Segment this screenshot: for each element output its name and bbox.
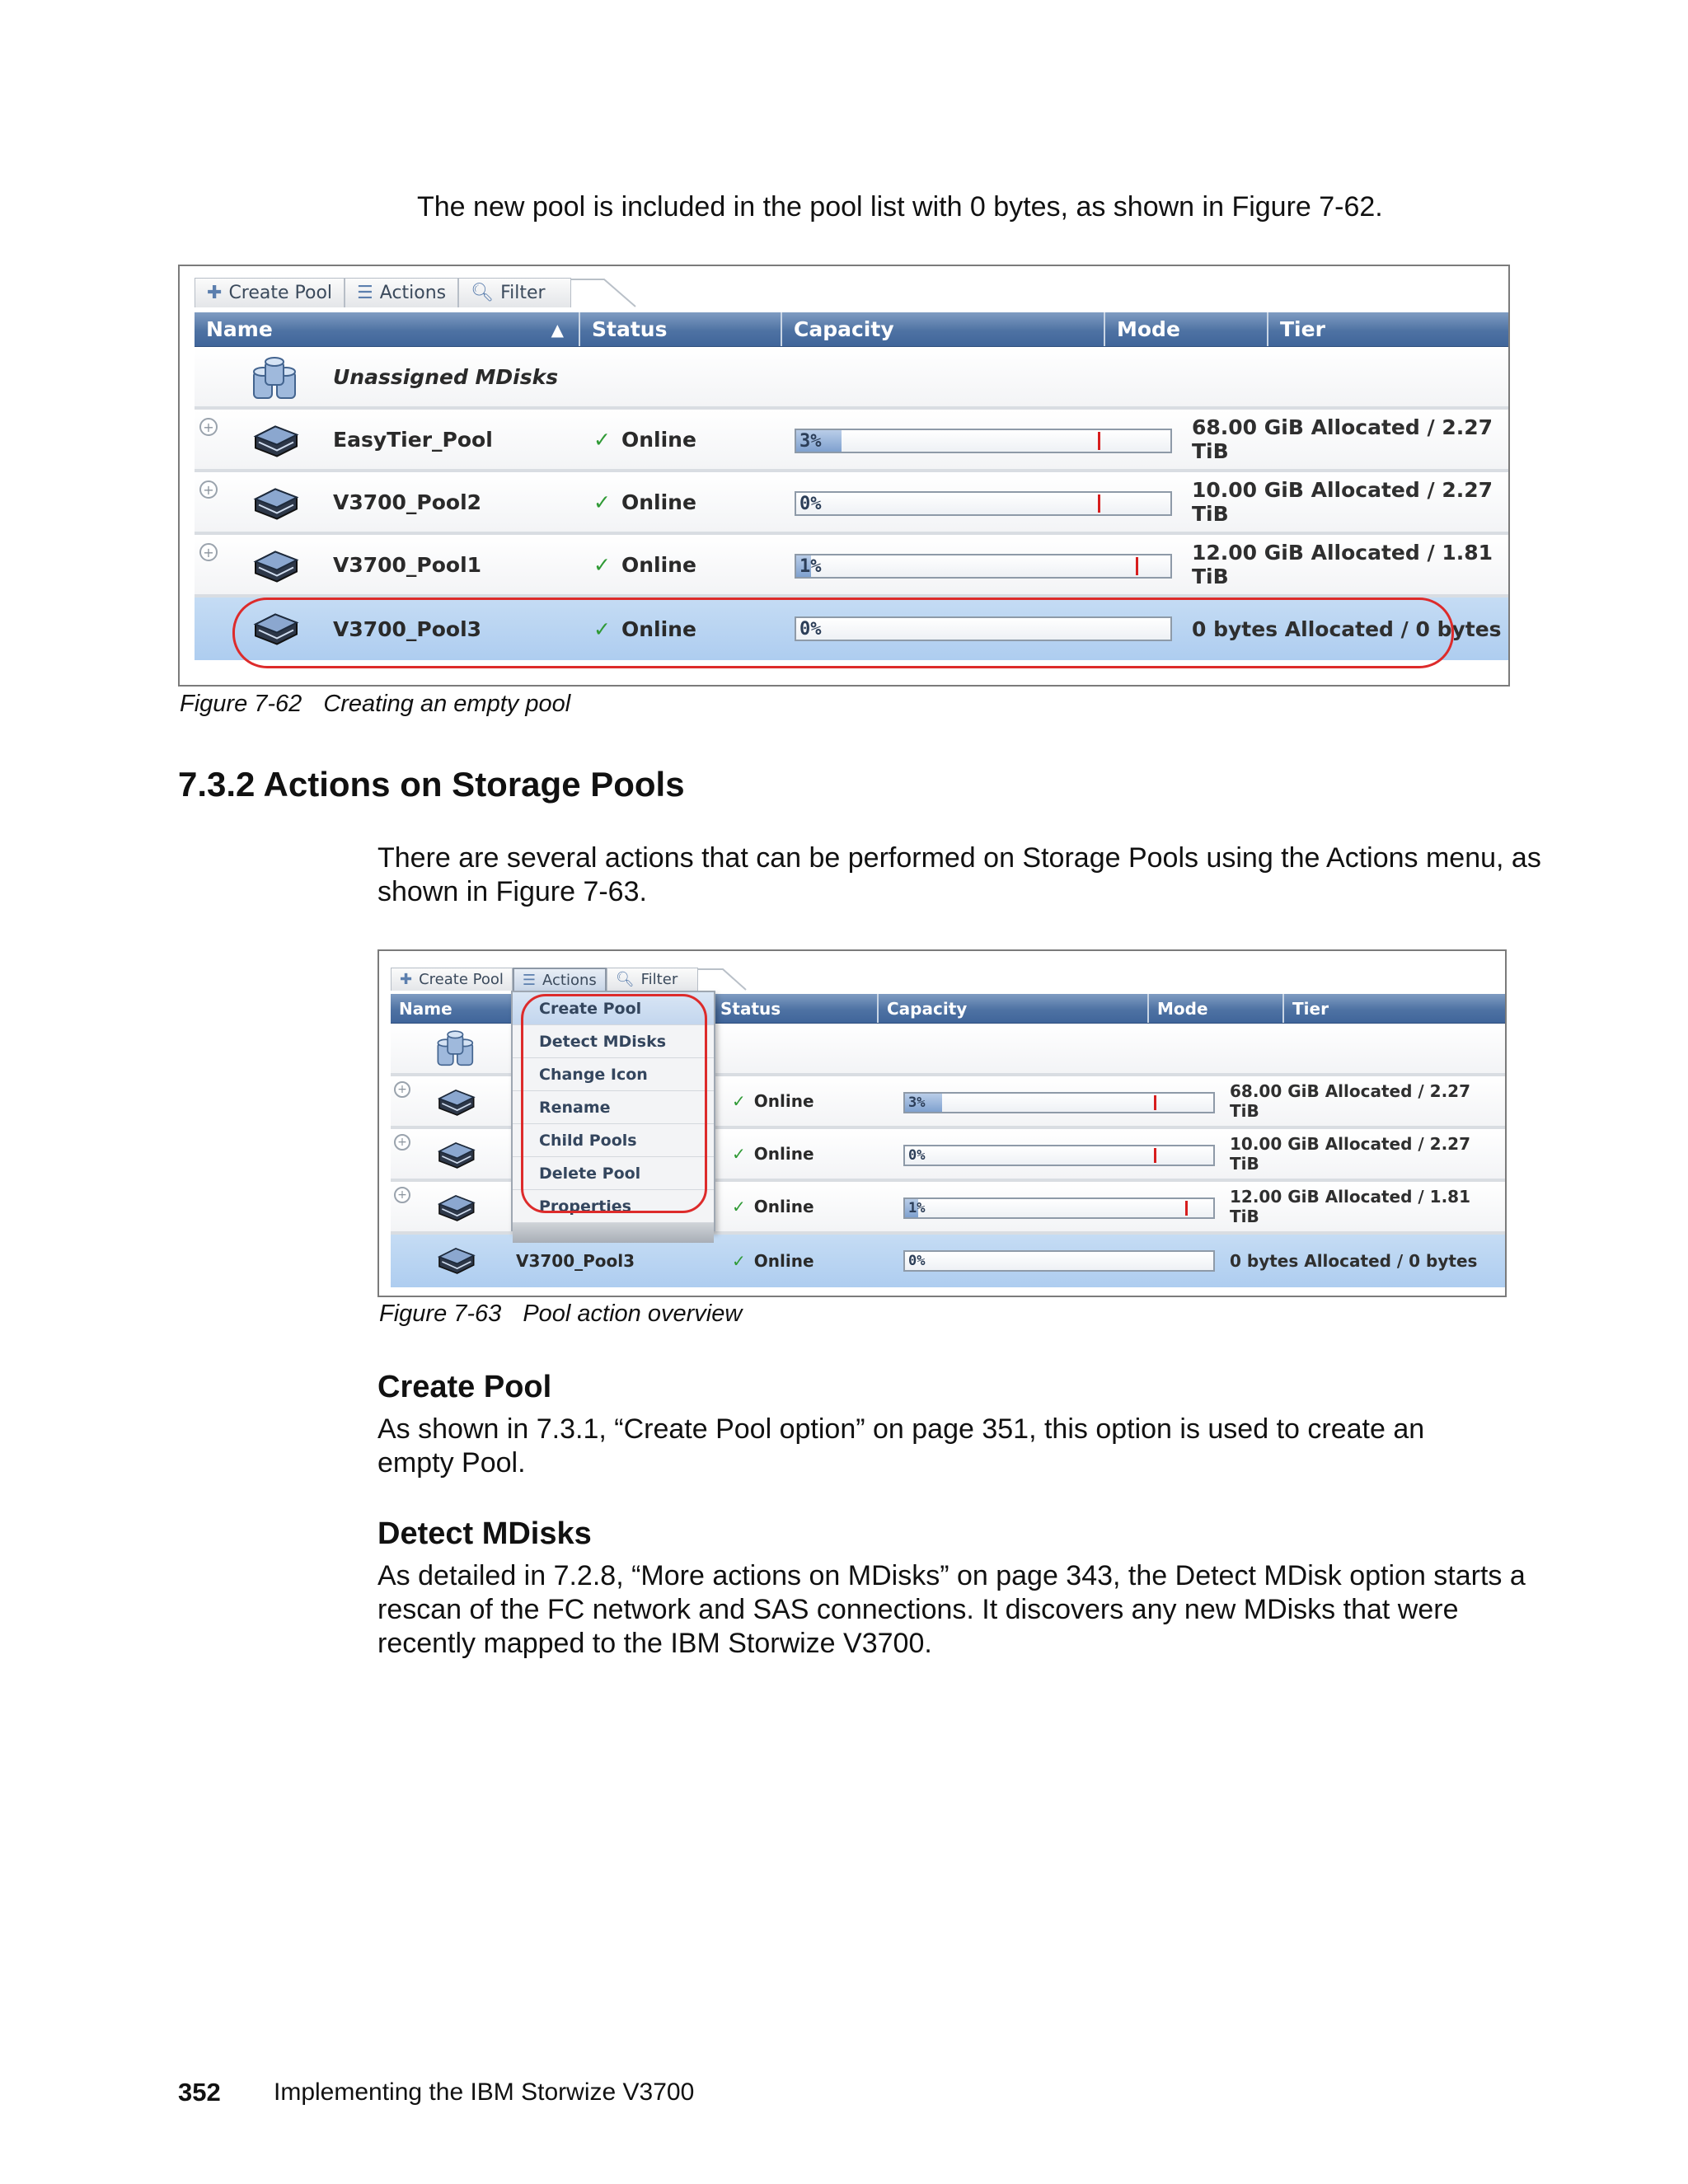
table-header bbox=[195, 312, 1508, 347]
toolbar-tab-tail bbox=[571, 278, 637, 307]
storage-pool-icon bbox=[435, 1137, 476, 1169]
pool-status: ✓ Online bbox=[593, 616, 696, 641]
capacity-text: 0 bytes Allocated / 0 bytes bbox=[1230, 1251, 1478, 1271]
pool-status: ✓ Online bbox=[732, 1251, 814, 1271]
warning-threshold-marker bbox=[1154, 1095, 1156, 1110]
pool-status: ✓ Online bbox=[732, 1144, 814, 1164]
checkmark-icon: ✓ bbox=[732, 1251, 746, 1271]
caption-title: Pool action overview bbox=[523, 1301, 743, 1327]
expand-icon[interactable]: + bbox=[394, 1187, 410, 1203]
detect-mdisks-line-1: As detailed in 7.2.8, “More actions on MDisks” on page 343, the Detect MDisk option starts a bbox=[377, 1560, 1526, 1591]
section-heading: 7.3.2 Actions on Storage Pools bbox=[178, 765, 685, 804]
capacity-bar bbox=[903, 1250, 1215, 1272]
column-name[interactable]: Name bbox=[391, 994, 712, 1023]
column-name[interactable]: Name ▲ bbox=[195, 312, 580, 346]
figure-7-63-screenshot bbox=[377, 949, 1507, 1297]
plus-icon: ✚ bbox=[207, 283, 223, 303]
warning-threshold-marker bbox=[1098, 494, 1100, 513]
column-status[interactable]: Status bbox=[712, 994, 879, 1023]
checkmark-icon: ✓ bbox=[732, 1144, 746, 1164]
book-title: Implementing the IBM Storwize V3700 bbox=[274, 2079, 695, 2106]
page-number: 352 bbox=[178, 2078, 221, 2107]
expand-icon[interactable]: + bbox=[199, 480, 218, 499]
capacity-percent: 1% bbox=[908, 1200, 926, 1216]
storage-pool-icon bbox=[251, 482, 300, 521]
capacity-percent: 1% bbox=[799, 555, 822, 577]
unassigned-disks-icon bbox=[435, 1030, 478, 1068]
warning-threshold-marker bbox=[1154, 1148, 1156, 1163]
list-icon: ☰ bbox=[357, 283, 373, 303]
unassigned-mdisks-label: Unassigned MDisks bbox=[333, 364, 559, 389]
plus-icon: ✚ bbox=[400, 971, 413, 988]
checkmark-icon: ✓ bbox=[593, 552, 611, 577]
capacity-text: 12.00 GiB Allocated / 1.81 TiB bbox=[1230, 1187, 1471, 1226]
pool-row[interactable] bbox=[195, 410, 1508, 472]
capacity-bar bbox=[795, 491, 1172, 516]
create-pool-button[interactable]: ✚ Create Pool bbox=[391, 968, 513, 991]
figure-7-62-screenshot bbox=[178, 265, 1510, 687]
toolbar-tab-tail bbox=[698, 968, 748, 991]
checkmark-icon: ✓ bbox=[593, 427, 611, 452]
storage-pool-icon bbox=[251, 545, 300, 583]
figure-7-62-caption bbox=[180, 691, 570, 718]
menu-item-rename[interactable]: Rename bbox=[513, 1091, 714, 1124]
menu-item-create-pool[interactable]: Create Pool bbox=[513, 992, 714, 1025]
capacity-bar bbox=[903, 1145, 1215, 1166]
capacity-percent: 0% bbox=[908, 1147, 926, 1164]
pool-status: ✓ Online bbox=[732, 1091, 814, 1111]
storage-pool-icon bbox=[251, 419, 300, 458]
checkmark-icon: ✓ bbox=[593, 616, 611, 641]
menu-footer bbox=[513, 1223, 714, 1243]
menu-item-change-icon[interactable]: Change Icon bbox=[513, 1058, 714, 1091]
caption-number: Figure 7-63 bbox=[379, 1301, 502, 1327]
unassigned-mdisks-row[interactable] bbox=[195, 347, 1508, 410]
detect-mdisks-line-3: recently mapped to the IBM Storwize V3700. bbox=[377, 1628, 932, 1659]
detect-mdisks-heading: Detect MDisks bbox=[377, 1516, 592, 1551]
pool-name: V3700_Pool3 bbox=[516, 1251, 635, 1271]
capacity-text: 10.00 GiB Allocated / 2.27 TiB bbox=[1230, 1134, 1471, 1174]
checkmark-icon: ✓ bbox=[732, 1091, 746, 1111]
pool-row[interactable] bbox=[195, 472, 1508, 535]
section-paragraph-line-2: shown in Figure 7-63. bbox=[377, 876, 647, 907]
filter-button[interactable]: 🔍︎ Filter bbox=[607, 968, 698, 991]
pool-name: V3700_Pool1 bbox=[333, 552, 482, 577]
create-pool-heading: Create Pool bbox=[377, 1370, 552, 1404]
detect-mdisks-line-2: rescan of the FC network and SAS connections. It discovers any new MDisks that were bbox=[377, 1594, 1459, 1625]
expand-icon[interactable]: + bbox=[394, 1081, 410, 1098]
pool-status: ✓ Online bbox=[593, 552, 696, 577]
pool-name: V3700_Pool2 bbox=[333, 490, 482, 514]
menu-item-child-pools[interactable]: Child Pools bbox=[513, 1124, 714, 1157]
menu-highlight-ring bbox=[521, 994, 707, 1213]
list-icon: ☰ bbox=[522, 971, 537, 989]
column-status[interactable]: Status bbox=[580, 312, 782, 346]
column-tier[interactable]: Tier bbox=[1280, 317, 1325, 341]
menu-item-detect-mdisks[interactable]: Detect MDisks bbox=[513, 1025, 714, 1058]
create-pool-line-2: empty Pool. bbox=[377, 1447, 526, 1479]
highlight-ring bbox=[232, 598, 1454, 668]
capacity-text: 0 bytes Allocated / 0 bytes bbox=[1192, 616, 1502, 641]
pool-status: ✓ Online bbox=[593, 427, 696, 452]
expand-icon[interactable]: + bbox=[199, 543, 218, 561]
unassigned-disks-icon bbox=[251, 357, 302, 401]
warning-threshold-marker bbox=[1136, 557, 1138, 575]
pool-name: V3700_Pool3 bbox=[333, 616, 482, 641]
column-mode[interactable]: Mode bbox=[1105, 312, 1268, 346]
capacity-percent: 0% bbox=[908, 1253, 926, 1269]
capacity-percent: 3% bbox=[908, 1094, 926, 1111]
expand-icon[interactable]: + bbox=[394, 1134, 410, 1151]
capacity-bar bbox=[795, 554, 1172, 579]
capacity-bar bbox=[903, 1092, 1215, 1113]
sort-ascending-icon: ▲ bbox=[551, 319, 564, 340]
capacity-bar bbox=[903, 1197, 1215, 1219]
capacity-text: 68.00 GiB Allocated / 2.27 TiB bbox=[1230, 1081, 1471, 1121]
menu-item-delete-pool[interactable]: Delete Pool bbox=[513, 1157, 714, 1190]
capacity-percent: 3% bbox=[799, 430, 822, 452]
column-capacity[interactable]: Capacity bbox=[879, 994, 1149, 1023]
capacity-percent: 0% bbox=[799, 493, 822, 514]
capacity-text: 68.00 GiB Allocated / 2.27 TiB bbox=[1192, 415, 1493, 463]
filter-button[interactable]: 🔍︎ Filter bbox=[458, 278, 570, 307]
expand-icon[interactable]: + bbox=[199, 418, 218, 436]
section-paragraph-line-1: There are several actions that can be performed on Storage Pools using the Actions menu, as bbox=[377, 842, 1541, 874]
pool-status: ✓ Online bbox=[732, 1197, 814, 1216]
caption-number: Figure 7-62 bbox=[180, 691, 302, 717]
storage-pool-icon bbox=[435, 1190, 476, 1222]
create-pool-button[interactable]: ✚ Create Pool bbox=[195, 278, 345, 307]
menu-item-properties[interactable]: Properties bbox=[513, 1190, 714, 1223]
create-pool-line-1: As shown in 7.3.1, “Create Pool option” on page 351, this option is used to create an bbox=[377, 1413, 1425, 1445]
storage-pool-icon bbox=[435, 1243, 476, 1275]
checkmark-icon: ✓ bbox=[593, 490, 611, 514]
magnifier-icon: 🔍︎ bbox=[615, 971, 635, 988]
figure-7-63-caption bbox=[379, 1301, 742, 1328]
actions-button[interactable]: ☰ Actions bbox=[513, 968, 607, 991]
checkmark-icon: ✓ bbox=[732, 1197, 746, 1216]
actions-button[interactable]: ☰ Actions bbox=[345, 278, 458, 307]
capacity-text: 12.00 GiB Allocated / 1.81 TiB bbox=[1192, 541, 1493, 588]
intro-text: The new pool is included in the pool list with 0 bytes, as shown in Figure 7-62. bbox=[417, 191, 1383, 223]
storage-pool-icon bbox=[435, 1085, 476, 1117]
capacity-percent: 0% bbox=[799, 618, 822, 640]
pool-name: EasyTier_Pool bbox=[333, 427, 493, 452]
column-tier[interactable]: Tier bbox=[1292, 998, 1329, 1019]
caption-title: Creating an empty pool bbox=[323, 691, 571, 717]
magnifier-icon: 🔍︎ bbox=[471, 283, 495, 303]
toolbar bbox=[195, 278, 637, 307]
pool-status: ✓ Online bbox=[593, 490, 696, 514]
warning-threshold-marker bbox=[1185, 1201, 1188, 1216]
capacity-bar bbox=[795, 429, 1172, 453]
column-capacity[interactable]: Capacity bbox=[782, 312, 1105, 346]
capacity-text: 10.00 GiB Allocated / 2.27 TiB bbox=[1192, 478, 1493, 526]
pool-row[interactable] bbox=[195, 535, 1508, 598]
column-mode[interactable]: Mode bbox=[1149, 994, 1284, 1023]
toolbar bbox=[391, 968, 748, 991]
warning-threshold-marker bbox=[1098, 432, 1100, 450]
